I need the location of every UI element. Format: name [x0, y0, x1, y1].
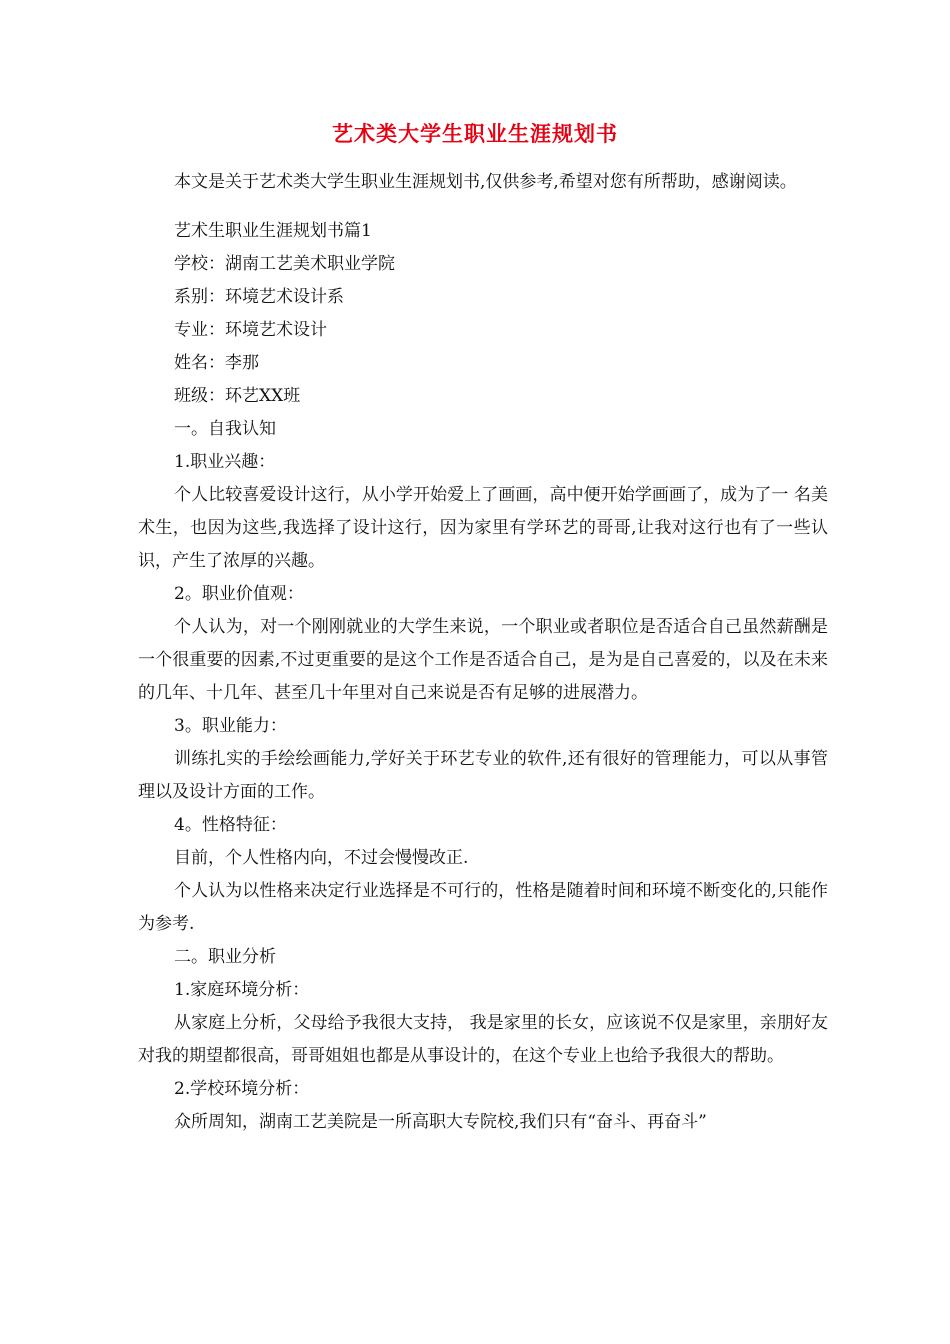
subheading-school-environment: 2.学校环境分析： [174, 1079, 310, 1099]
heading-self-awareness: 一。自我认知 [174, 419, 276, 439]
subheading-career-interest: 1.职业兴趣： [174, 452, 276, 472]
subheading-personality: 4。性格特征： [174, 815, 287, 835]
body-paragraph: 目前，个人性格内向，不过会慢慢改正. [174, 848, 469, 868]
subheading-family-environment: 1.家庭环境分析： [174, 980, 310, 1000]
document-title: 艺术类大学生职业生涯规划书 [332, 121, 618, 146]
info-line-name: 姓名：李那 [174, 353, 259, 373]
info-line-school: 学校：湖南工艺美术职业学院 [174, 254, 395, 274]
intro-paragraph: 本文是关于艺术类大学生职业生涯规划书,仅供参考,希望对您有所帮助，感谢阅读。 [174, 172, 797, 192]
section-heading: 艺术生职业生涯规划书篇1 [174, 221, 372, 241]
body-paragraph: 个人比较喜爱设计这行，从小学开始爱上了画画，高中便开始学画画了，成为了一 名美术生，也因为这些,我选择了设计这行，因为家里有学环艺的哥哥,让我对这行也有了一些认识，产生了浓厚的兴趣。 [138, 485, 828, 571]
info-line-major: 专业：环境艺术设计 [174, 320, 327, 340]
heading-career-analysis: 二。职业分析 [174, 947, 276, 967]
body-paragraph: 个人认为，对一个刚刚就业的大学生来说，一个职业或者职位是否适合自己虽然薪酬是一个很重要的因素,不过更重要的是这个工作是否适合自己，是为是自己喜爱的，以及在未来的几年、十几年、甚至几十年里对自己来说是否有足够的进展潜力。 [138, 617, 828, 703]
body-paragraph: 从家庭上分析，父母给予我很大支持， 我是家里的长女，应该说不仅是家里，亲朋好友对我的期望都很高，哥哥姐姐也都是从事设计的，在这个专业上也给予我很大的帮助。 [138, 1013, 828, 1066]
body-paragraph: 个人认为以性格来决定行业选择是不可行的，性格是随着时间和环境不断变化的,只能作为参考. [138, 881, 828, 934]
body-paragraph: 训练扎实的手绘绘画能力,学好关于环艺专业的软件,还有很好的管理能力，可以从事管理以及设计方面的工作。 [138, 749, 828, 802]
subheading-career-ability: 3。职业能力： [174, 716, 287, 736]
document-body [138, 166, 828, 1139]
subheading-career-values: 2。职业价值观： [174, 584, 304, 604]
body-paragraph: 众所周知，湖南工艺美院是一所高职大专院校,我们只有“奋斗、再奋斗” [174, 1112, 707, 1132]
info-line-class: 班级：环艺XX班 [174, 386, 301, 406]
info-line-department: 系别：环境艺术设计系 [174, 287, 344, 307]
